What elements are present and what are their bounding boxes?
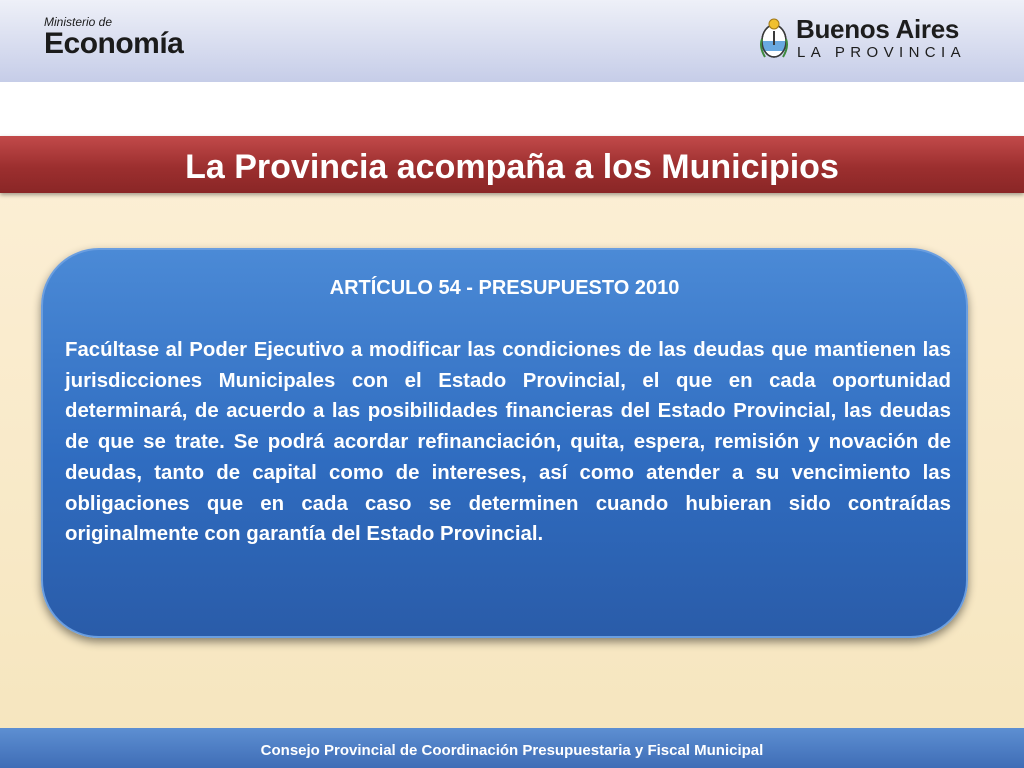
header-bar (0, 0, 1024, 82)
province-logo (760, 14, 980, 66)
footer-text: Consejo Provincial de Coordinación Presupuestaria y Fiscal Municipal (260, 741, 764, 759)
title-bar (0, 136, 1024, 193)
ministry-logo-small-text: Ministerio de (44, 15, 113, 29)
coat-of-arms-icon (760, 17, 788, 61)
article-heading: ARTÍCULO 54 - PRESUPUESTO 2010 (329, 277, 680, 299)
page-title: La Provincia acompaña a los Municipios (185, 148, 839, 186)
footer-bar (0, 728, 1024, 768)
header-spacer (0, 82, 1024, 136)
article-box (41, 248, 968, 638)
province-logo-title: Buenos Aires (796, 14, 960, 44)
article-body: Facúltase al Poder Ejecutivo a modificar las condiciones de las deudas que mantienen las jurisdicciones Municipales con el Estado Provincial, el que en cada oportunidad determinará, de acuerdo a las posibilidades financieras del Estado Provincial, las deudas de que se trate. Se podrá acordar refinanciación, quita, espera, remisión y novación de deudas, tanto de capital como de intereses, así como atender a su vencimiento las obligaciones que en cada caso se determinen cuando hubieran sido contraídas originalmente con garantía del Estado Provincial. (65, 339, 951, 546)
ministry-logo-text: Economía (44, 27, 184, 60)
province-logo-subtitle: LA PROVINCIA (797, 44, 967, 61)
ministry-logo (44, 16, 183, 59)
